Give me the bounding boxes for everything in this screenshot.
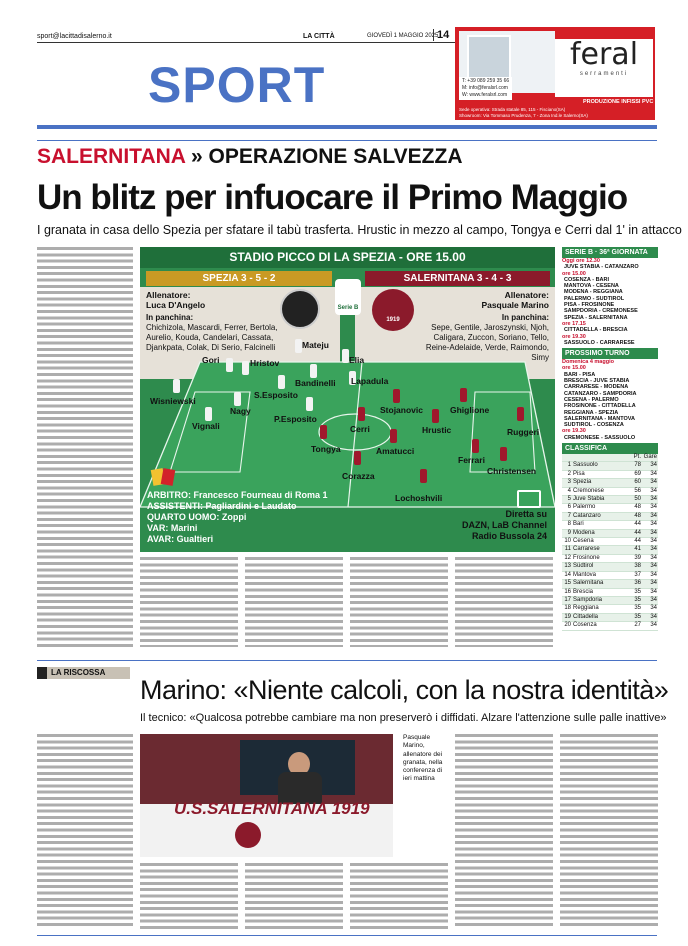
player-elia: Elia [349,355,365,365]
header-date: GIOVEDÌ 1 MAGGIO 2025 [367,33,439,39]
salernitana-formation: SALERNITANA 3 - 4 - 3 [365,271,550,286]
standings-points: 44 [626,521,642,529]
article-body-column-3 [245,557,343,647]
player-nagy: Nagy [230,406,251,416]
player-tongya: Tongya [311,444,341,454]
standings-position: 5 [562,496,572,504]
standings-title: CLASSIFICA [562,443,658,454]
second-body-column-6 [560,734,658,929]
serie-b-logo [335,279,361,315]
standings-team: Sampdoria [572,596,626,604]
standings-games: 34 [642,521,658,529]
salernitana-kit [500,447,507,461]
standings-row [562,487,658,495]
standings-position: 20 [562,622,572,630]
standings-position: 1 [562,462,572,470]
second-body-column-1 [37,734,133,929]
standings-points: 35 [626,588,642,596]
standings-row [562,538,658,546]
standings-games: 34 [642,546,658,554]
player-stojanovic: Stojanovic [380,405,423,415]
standings-points: 37 [626,571,642,579]
tv-radio: Radio Bussola 24 [471,531,547,541]
standings-team: Cittadella [572,613,626,621]
header-page-number: 14 [433,29,449,41]
standings-row [562,554,658,562]
article-subhead: I granata in casa dello Spezia per sfatare il tabù trasferta. Hrustic in mezzo al campo, Tongya e Cerri dal 1' in attacco [37,223,682,237]
ad-address-1: Sede operativa: Strada statale 85, 115 - Fisciano(SA) [459,107,566,112]
standings-games: 34 [642,504,658,512]
standings-head-points: Pt. [626,454,642,462]
standings-team: Catanzaro [572,512,626,520]
standings-games: 34 [642,462,658,470]
player-hristov: Hristov [250,358,280,368]
standings-points: 60 [626,479,642,487]
spezia-kit [295,339,302,353]
tv-icon [517,490,541,508]
ad-window-image [467,35,511,79]
match-row: JUVE STABIA - CATANZARO [564,264,639,271]
player-ruggeri: Ruggeri [507,427,540,437]
salernitana-kit [517,407,524,421]
section-divider [37,660,657,661]
spezia-kit [278,375,285,389]
standings-points: 44 [626,538,642,546]
tv-coverage [462,509,547,542]
player-p-esposito: P.Esposito [274,414,317,424]
match-row: SPEZIA - SALERNITANA [564,314,628,321]
standings-row [562,521,658,529]
standings-team: Palermo [572,504,626,512]
salernitana-coach-label: Allenatore: [504,290,549,300]
standings-position: 3 [562,479,572,487]
next-match-row: SALERNITANA - MANTOVA [564,415,635,422]
header-paper-name: LA CITTÀ [303,33,335,40]
next-day-label: Domenica 4 maggio [562,359,614,366]
player-cerri: Cerri [350,424,370,434]
article-headline: Un blitz per infuocare il Primo Maggio [37,178,628,217]
standings-position: 8 [562,521,572,529]
standings-position: 9 [562,529,572,537]
standings-position: 14 [562,571,572,579]
standings-position: 7 [562,512,572,520]
ad-email: M: info@feralsrl.com [462,85,508,91]
salernitana-kit [393,389,400,403]
salernitana-kit [390,429,397,443]
spezia-kit [306,397,313,411]
player-lochoshvili: Lochoshvili [395,493,443,503]
standings-points: 39 [626,554,642,562]
salernitana-crest [372,289,414,331]
pitch-field [140,362,555,507]
player-lapadula: Lapadula [351,376,389,386]
salernitana-coach-name: Pasquale Marino [481,300,549,310]
standings-points: 36 [626,580,642,588]
salernitana-kit [358,407,365,421]
standings-games: 34 [642,588,658,596]
spezia-crest [280,289,320,329]
standings-position: 4 [562,487,572,495]
standings-team: Reggiana [572,605,626,613]
player-s-esposito: S.Esposito [254,390,298,400]
match-time: ore 19.30 [562,333,586,340]
second-body-column-5 [455,734,553,929]
standings-points: 56 [626,487,642,495]
spezia-kit [242,361,249,375]
standings-row [562,496,658,504]
standings-games: 34 [642,538,658,546]
standings-row [562,529,658,537]
salernitana-kit [354,451,361,465]
standings-team: Salernitana [572,580,626,588]
standings-row [562,563,658,571]
standings-points: 48 [626,504,642,512]
next-match-row: CESENA - PALERMO [564,396,619,403]
standings-row [562,512,658,520]
standings-position: 16 [562,588,572,596]
salernitana-crest-year: 1919 [386,317,400,323]
salernitana-bench-players: Sepe, Gentile, Jaroszynski, Njoh, Caligara, Zuccon, Soriano, Tello, Reine-Adelaide, Verde, Raimondo, Simy [425,323,549,362]
photo-caption: Pasquale Marino, allenatore dei granata, nella conferenza di ieri mattina [403,734,443,783]
match-row: MODENA - REGGIANA [564,289,623,296]
standings-header [562,454,658,462]
standings-games: 34 [642,487,658,495]
spezia-kit [226,358,233,372]
standings-head-team [572,454,626,462]
ad-tagline: PRODUZIONE INFISSI PVC [583,99,654,105]
second-headline: Marino: «Niente calcoli, con la nostra identità» [140,675,669,705]
standings-points: 35 [626,605,642,613]
match-row: PALERMO - SUDTIROL [564,295,625,302]
standings-points: 48 [626,512,642,520]
standings-team: Sassuolo [572,462,626,470]
serie-b-label: Serie B [337,305,359,311]
stadium-title: STADIO PICCO DI LA SPEZIA - ORE 15.00 [140,247,555,268]
standings-points: 27 [626,622,642,630]
article-body-column-5 [455,557,553,647]
standings-games: 34 [642,622,658,630]
salernitana-kit [460,388,467,402]
tv-channels: DAZN, LaB Channel [461,520,547,530]
section-tag: LA RISCOSSA [47,667,130,679]
round-title: SERIE B · 36ª GIORNATA [562,247,658,258]
second-body-column-3 [245,863,343,929]
standings-table [562,454,658,631]
match-row: COSENZA - BARI [564,276,610,283]
standings-position: 15 [562,580,572,588]
standings-row [562,622,658,630]
player-hrustic: Hrustic [422,425,452,435]
avar-official: AVAR: Gualtieri [147,534,214,544]
standings-row [562,504,658,512]
feral-advertisement [455,27,655,120]
spezia-kit [205,407,212,421]
kicker-team: SALERNITANA [37,145,186,168]
fourth-official: QUARTO UOMO: Zoppi [147,512,247,522]
standings-games: 34 [642,580,658,588]
standings-team: Cesena [572,538,626,546]
article-body-column-4 [350,557,448,647]
next-match-row: BARI - PISA [564,371,596,378]
standings-head-games: Gare [643,454,657,461]
standings-row [562,462,658,470]
player-wisniewski: Wisniewski [150,396,196,406]
next-match-time: ore 15.00 [562,365,586,372]
next-matches-list [562,365,658,441]
ad-logo [555,39,653,97]
standings-position: 6 [562,504,572,512]
salernitana-bench-label: In panchina: [501,313,549,322]
standings-position: 18 [562,605,572,613]
article-body-column-2 [140,557,238,647]
standings-team: Modena [572,529,626,537]
standings-row [562,588,658,596]
header-rule [37,42,455,43]
next-match-row: REGGIANA - SPEZIA [564,409,619,416]
player-christensen: Christensen [487,466,537,476]
standings-games: 34 [642,563,658,571]
standings-position: 11 [562,546,572,554]
second-body-column-4 [350,863,448,929]
standings-row [562,613,658,621]
match-time: ore 15.00 [562,270,586,277]
spezia-bench-label: In panchina: [146,313,194,322]
press-conference-photo [140,734,393,857]
ad-brand-sub: serramenti [579,71,629,77]
article-kicker [37,145,462,169]
spezia-kit [234,392,241,406]
photo-desk-sign: U.S.SALERNITANA 1919 [174,799,370,818]
section-bar [37,125,657,129]
footer-rule [37,935,657,936]
second-subhead: Il tecnico: «Qualcosa potrebbe cambiare ma non preserverò i diffidati. Alzare l'attenzione sulle palle inattive» [140,712,667,724]
ad-addresses [459,107,588,119]
standings-position: 12 [562,554,572,562]
match-row: SASSUOLO - CARRARESE [564,339,635,346]
header-email: sport@lacittadisalerno.it [37,33,112,40]
section-rule [37,140,657,141]
match-row: MANTOVA - CESENA [564,283,619,290]
player-bandinelli: Bandinelli [295,378,336,388]
next-match-row: CATANZARO - SAMPDORIA [564,390,637,397]
standings-team: Brescia [572,588,626,596]
standings-row [562,571,658,579]
standings-games: 34 [642,596,658,604]
spezia-bench-players: Chichizola, Mascardi, Ferrer, Bertola, Aurelio, Kouda, Candelari, Cassata, Djankpata, Colak, Di Serio, Falcinelli [146,323,278,352]
standings-team: Pisa [572,470,626,478]
standings-position: 10 [562,538,572,546]
article-body-column-1 [37,247,133,647]
player-amatucci: Amatucci [376,446,415,456]
standings-team: Carrarese [572,546,626,554]
next-match-time: ore 19.30 [562,428,586,435]
next-round-title: PROSSIMO TURNO [562,348,658,359]
spezia-kit [173,379,180,393]
next-match-row: CREMONESE - SASSUOLO [564,434,636,441]
match-officials [147,490,328,545]
next-match-row: SUDTIROL - COSENZA [564,422,624,429]
section-title: SPORT [148,57,326,113]
player-gori: Gori [202,355,220,365]
today-label: Oggi ore 12.30 [562,258,600,264]
standings-row [562,470,658,478]
standings-points: 35 [626,596,642,604]
standings-row [562,605,658,613]
matches-list [562,264,658,346]
ad-brand: feral [569,37,639,72]
ad-website: W: www.feralsrl.com [462,92,508,98]
standings-team: Juve Stabia [572,496,626,504]
next-match-row: BRESCIA - JUVE STABIA [564,378,630,385]
standings-games: 34 [642,613,658,621]
spezia-coach-label: Allenatore: [146,290,191,300]
player-corazza: Corazza [342,471,375,481]
standings-position: 19 [562,613,572,621]
standings-points: 44 [626,529,642,537]
spezia-coach [146,290,205,310]
standings-position: 17 [562,596,572,604]
standings-games: 34 [642,554,658,562]
next-match-row: FROSINONE - CITTADELLA [564,403,636,410]
player-vignali: Vignali [192,421,220,431]
referee: ARBITRO: Francesco Fourneau di Roma 1 [147,490,328,500]
standings-points: 78 [626,462,642,470]
ad-address-2: Showroom: Via Tommaso Prudenza, 7 - Zona Ind.le Salerno(SA) [459,113,588,118]
standings-games: 34 [642,571,658,579]
standings-row [562,580,658,588]
next-match-row: CARRARESE - MODENA [564,384,629,391]
ad-phone: T: +39 089 259 35 66 [462,78,510,84]
standings-team: Mantova [572,571,626,579]
lineup-graphic [140,247,555,552]
standings-row [562,546,658,554]
salernitana-kit [472,439,479,453]
standings-games: 34 [642,470,658,478]
standings-points: 41 [626,546,642,554]
match-row: CITTADELLA - BRESCIA [564,327,628,334]
spezia-formation: SPEZIA 3 - 5 - 2 [146,271,332,286]
match-time: ore 17.15 [562,320,586,327]
photo-crest [235,822,261,848]
standings-position: 2 [562,470,572,478]
assistants: ASSISTENTI: Pagliardini e Laudato [147,501,297,511]
standings-position: 13 [562,563,572,571]
standings-points: 35 [626,613,642,621]
standings-games: 34 [642,512,658,520]
spezia-coach-name: Luca D'Angelo [146,300,206,310]
standings-row [562,596,658,604]
second-body-column-2 [140,863,238,929]
standings-team: Bari [572,521,626,529]
player-mateju: Mateju [302,340,329,350]
kicker-topic: » OPERAZIONE SALVEZZA [185,145,463,168]
var-official: VAR: Marini [147,523,198,533]
standings-team: Spezia [572,479,626,487]
standings-team: Südtirol [572,563,626,571]
standings-team: Cosenza [572,622,626,630]
standings-row [562,479,658,487]
tv-label: Diretta su [505,509,547,519]
standings-games: 34 [642,529,658,537]
salernitana-coach [481,290,549,310]
player-ferrari: Ferrari [458,455,485,465]
ad-contact-block [459,77,512,100]
arrow-icon [37,667,47,679]
standings-games: 34 [642,605,658,613]
standings-team: Cremonese [572,487,626,495]
serie-b-sidebar [562,247,658,649]
standings-points: 69 [626,470,642,478]
salernitana-kit [432,409,439,423]
standings-games: 34 [642,496,658,504]
standings-games: 34 [642,479,658,487]
spezia-kit [342,349,349,363]
spezia-kit [310,364,317,378]
salernitana-kit [320,425,327,439]
standings-head-pos [562,454,572,462]
match-row: SAMPDORIA - CREMONESE [564,308,638,315]
player-ghiglione: Ghiglione [450,405,490,415]
match-row: PISA - FROSINONE [564,302,615,309]
salernitana-kit [420,469,427,483]
standings-team: Frosinone [572,554,626,562]
standings-points: 38 [626,563,642,571]
standings-points: 50 [626,496,642,504]
